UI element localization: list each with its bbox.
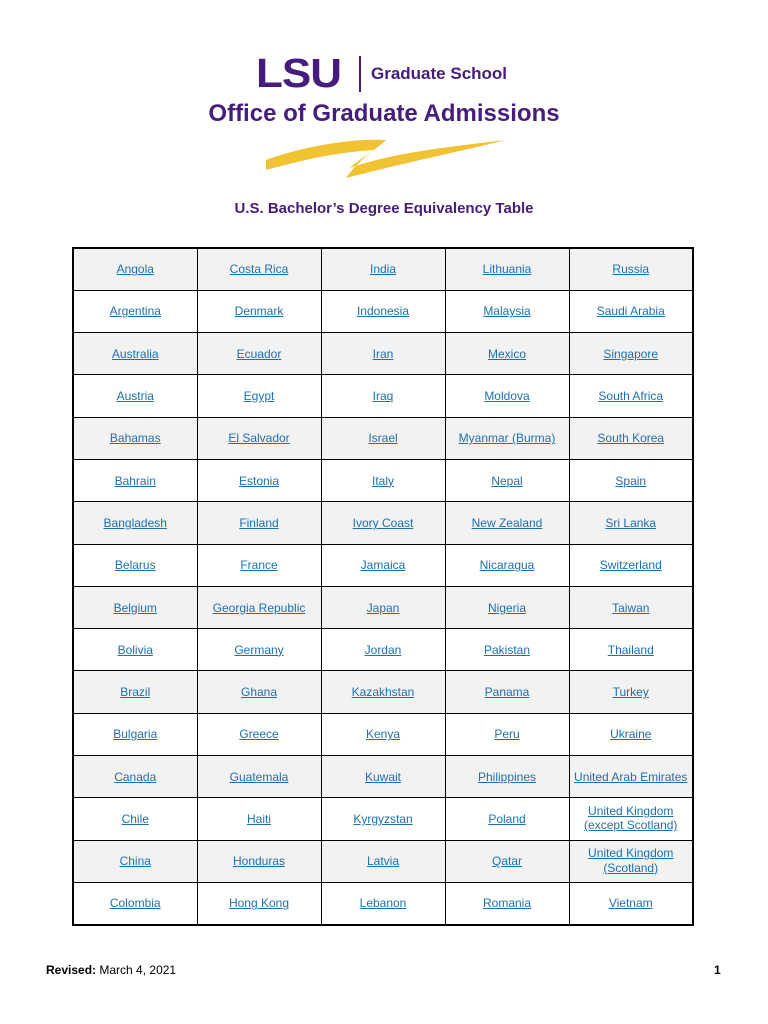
- country-link[interactable]: Kenya: [365, 727, 401, 742]
- table-cell: [445, 502, 569, 544]
- logo-divider: [359, 56, 361, 92]
- table-cell: [569, 840, 693, 882]
- country-link[interactable]: Belarus: [114, 558, 156, 573]
- table-row: [73, 713, 693, 755]
- table-cell: [321, 671, 445, 713]
- table-cell: [197, 629, 321, 671]
- country-link[interactable]: Ecuador: [236, 346, 282, 361]
- table-cell: [569, 586, 693, 628]
- table-cell: [197, 375, 321, 417]
- table-cell: [321, 459, 445, 501]
- country-link[interactable]: United Kingdom (Scotland): [588, 846, 674, 875]
- table-cell: [321, 290, 445, 332]
- table-cell: [569, 713, 693, 755]
- table-cell: [197, 756, 321, 798]
- table-row: [73, 882, 693, 924]
- table-cell: [569, 375, 693, 417]
- table-cell: [569, 798, 693, 840]
- table-cell: [569, 417, 693, 459]
- country-link[interactable]: Mexico: [487, 346, 526, 361]
- table-cell: [569, 502, 693, 544]
- table-cell: [445, 840, 569, 882]
- table-cell: [445, 417, 569, 459]
- table-cell: [73, 840, 197, 882]
- table-cell: [73, 756, 197, 798]
- country-link[interactable]: Spain: [615, 473, 647, 488]
- table-cell: [569, 756, 693, 798]
- country-link[interactable]: Romania: [482, 896, 532, 911]
- table-cell: [321, 333, 445, 375]
- country-link[interactable]: Costa Rica: [229, 262, 289, 277]
- table-cell: [321, 248, 445, 290]
- country-link[interactable]: Austria: [116, 389, 154, 404]
- table-cell: [197, 586, 321, 628]
- country-link[interactable]: Malaysia: [483, 304, 531, 319]
- country-link[interactable]: Angola: [116, 262, 154, 277]
- table-cell: [73, 586, 197, 628]
- table-row: [73, 629, 693, 671]
- table-cell: [321, 756, 445, 798]
- revised-label: Revised:: [46, 963, 97, 977]
- country-link[interactable]: Poland: [488, 812, 526, 826]
- table-cell: [197, 459, 321, 501]
- table-row: [73, 586, 693, 628]
- table-row: [73, 502, 693, 544]
- table-cell: [197, 671, 321, 713]
- country-link[interactable]: New Zealand: [471, 515, 543, 530]
- table-cell: [569, 882, 693, 924]
- table-cell: [445, 629, 569, 671]
- table-row: [73, 417, 693, 459]
- table-cell: [445, 882, 569, 924]
- country-link[interactable]: Chile: [121, 812, 149, 826]
- table-row: [73, 756, 693, 798]
- table-cell: [73, 713, 197, 755]
- table-cell: [321, 417, 445, 459]
- country-link[interactable]: Hong Kong: [228, 896, 290, 911]
- country-link[interactable]: South Africa: [598, 389, 664, 404]
- country-link[interactable]: Australia: [111, 346, 159, 361]
- table-cell: [445, 756, 569, 798]
- country-link[interactable]: Canada: [114, 769, 157, 784]
- country-link[interactable]: Japan: [366, 600, 400, 615]
- table-cell: [197, 798, 321, 840]
- country-link[interactable]: United Kingdom (except Scotland): [584, 803, 678, 833]
- country-link[interactable]: Russia: [612, 262, 650, 277]
- table-cell: [445, 798, 569, 840]
- table-title: U.S. Bachelor’s Degree Equivalency Table: [234, 200, 534, 217]
- table-row: [73, 671, 693, 713]
- country-link[interactable]: United Arab Emirates: [574, 769, 688, 784]
- table-cell: [73, 671, 197, 713]
- table-cell: [197, 417, 321, 459]
- country-link[interactable]: Taiwan: [612, 600, 650, 615]
- table-cell: [197, 840, 321, 882]
- country-link[interactable]: China: [119, 854, 151, 869]
- table-cell: [321, 882, 445, 924]
- country-link[interactable]: Iraq: [372, 389, 394, 404]
- office-title: Office of Graduate Admissions: [208, 100, 560, 127]
- country-link[interactable]: France: [240, 558, 278, 573]
- country-table: [72, 247, 694, 926]
- table-cell: [321, 375, 445, 417]
- country-link[interactable]: Denmark: [234, 304, 284, 319]
- country-link[interactable]: Vietnam: [608, 896, 653, 911]
- country-link[interactable]: Bangladesh: [103, 515, 167, 530]
- table-cell: [321, 840, 445, 882]
- table-cell: [445, 544, 569, 586]
- country-link[interactable]: Latvia: [366, 854, 400, 869]
- table-cell: [569, 671, 693, 713]
- country-link[interactable]: Nigeria: [487, 600, 526, 615]
- table-cell: [445, 713, 569, 755]
- country-link[interactable]: Bahrain: [114, 473, 156, 488]
- table-cell: [73, 375, 197, 417]
- country-link[interactable]: Iran: [372, 346, 394, 361]
- table-cell: [569, 544, 693, 586]
- country-link[interactable]: Estonia: [238, 473, 280, 488]
- table-cell: [445, 671, 569, 713]
- country-link[interactable]: Moldova: [484, 389, 530, 404]
- country-link[interactable]: Philippines: [477, 769, 537, 784]
- table-row: [73, 459, 693, 501]
- country-link[interactable]: Guatemala: [229, 769, 289, 784]
- country-link[interactable]: India: [369, 262, 397, 277]
- logo-lockup: [0, 51, 768, 97]
- country-link[interactable]: Italy: [371, 473, 394, 488]
- table-cell: [73, 290, 197, 332]
- country-link[interactable]: Nepal: [491, 473, 523, 488]
- country-link[interactable]: Ukraine: [610, 727, 652, 742]
- country-link[interactable]: Colombia: [109, 896, 161, 911]
- table-cell: [569, 333, 693, 375]
- country-link[interactable]: Greece: [239, 727, 279, 742]
- gold-swoosh-icon: [258, 130, 510, 182]
- country-link[interactable]: Kuwait: [364, 769, 402, 784]
- country-link[interactable]: Pakistan: [483, 642, 531, 657]
- table-cell: [73, 544, 197, 586]
- table-row: [73, 544, 693, 586]
- country-link[interactable]: Belgium: [113, 600, 157, 615]
- country-link[interactable]: Indonesia: [356, 304, 410, 319]
- graduate-school-label: Graduate School: [371, 64, 508, 83]
- country-link[interactable]: Bulgaria: [113, 727, 158, 742]
- table-cell: [197, 882, 321, 924]
- table-cell: [73, 798, 197, 840]
- page-number: 1: [714, 963, 721, 977]
- country-link[interactable]: Kyrgyzstan: [353, 812, 413, 826]
- country-link[interactable]: Finland: [239, 515, 279, 530]
- table-cell: [445, 586, 569, 628]
- table-cell: [445, 459, 569, 501]
- lsu-logo: LSU: [256, 51, 341, 97]
- table-cell: [321, 629, 445, 671]
- country-link[interactable]: Panama: [484, 685, 530, 700]
- table-row: [73, 248, 693, 290]
- revised-date: March 4, 2021: [99, 963, 177, 977]
- country-link[interactable]: Bahamas: [109, 431, 161, 446]
- table-cell: [321, 713, 445, 755]
- table-cell: [569, 290, 693, 332]
- table-cell: [197, 502, 321, 544]
- country-link[interactable]: Georgia Republic: [212, 600, 306, 615]
- table-cell: [73, 248, 197, 290]
- country-link[interactable]: Nicaragua: [479, 558, 535, 573]
- table-row: [73, 333, 693, 375]
- country-link[interactable]: Israel: [368, 431, 398, 446]
- country-link[interactable]: Kazakhstan: [351, 685, 415, 700]
- country-link[interactable]: Saudi Arabia: [596, 304, 665, 319]
- table-cell: [321, 502, 445, 544]
- country-link[interactable]: Bolivia: [117, 642, 153, 657]
- table-cell: [197, 333, 321, 375]
- country-link[interactable]: Lebanon: [359, 896, 407, 911]
- country-link[interactable]: Brazil: [120, 685, 151, 700]
- table-cell: [197, 713, 321, 755]
- table-cell: [569, 248, 693, 290]
- country-link[interactable]: Turkey: [612, 685, 649, 700]
- table-row: [73, 798, 693, 840]
- country-link[interactable]: Myanmar (Burma): [458, 431, 556, 446]
- table-row: [73, 290, 693, 332]
- country-link[interactable]: South Korea: [597, 431, 665, 446]
- country-link[interactable]: Egypt: [243, 389, 275, 404]
- table-cell: [73, 333, 197, 375]
- table-cell: [197, 544, 321, 586]
- table-cell: [73, 459, 197, 501]
- table-cell: [445, 248, 569, 290]
- table-cell: [73, 629, 197, 671]
- country-link[interactable]: Jordan: [364, 642, 402, 657]
- country-link[interactable]: Thailand: [607, 642, 654, 657]
- country-link[interactable]: El Salvador: [228, 431, 290, 446]
- country-link[interactable]: Haiti: [246, 812, 271, 826]
- table-cell: [321, 586, 445, 628]
- country-link[interactable]: Peru: [494, 727, 520, 742]
- country-link[interactable]: Qatar: [491, 854, 522, 869]
- table-cell: [569, 459, 693, 501]
- table-cell: [569, 629, 693, 671]
- table-cell: [445, 290, 569, 332]
- table-cell: [321, 544, 445, 586]
- table-cell: [197, 248, 321, 290]
- country-link[interactable]: Singapore: [603, 346, 659, 361]
- country-link[interactable]: Argentina: [109, 304, 161, 319]
- table-row: [73, 840, 693, 882]
- country-link[interactable]: Sri Lanka: [605, 515, 657, 530]
- country-link[interactable]: Lithuania: [482, 262, 532, 277]
- table-cell: [321, 798, 445, 840]
- country-link[interactable]: Ghana: [240, 685, 278, 700]
- table-cell: [445, 333, 569, 375]
- table-cell: [73, 882, 197, 924]
- country-link[interactable]: Ivory Coast: [352, 515, 414, 530]
- country-link[interactable]: Switzerland: [599, 558, 662, 573]
- country-link[interactable]: Jamaica: [360, 558, 406, 573]
- table-cell: [197, 290, 321, 332]
- table-cell: [73, 502, 197, 544]
- revised-footer: [46, 962, 176, 978]
- table-cell: [73, 417, 197, 459]
- country-link[interactable]: Germany: [234, 642, 284, 657]
- table-row: [73, 375, 693, 417]
- country-link[interactable]: Honduras: [232, 854, 286, 869]
- table-cell: [445, 375, 569, 417]
